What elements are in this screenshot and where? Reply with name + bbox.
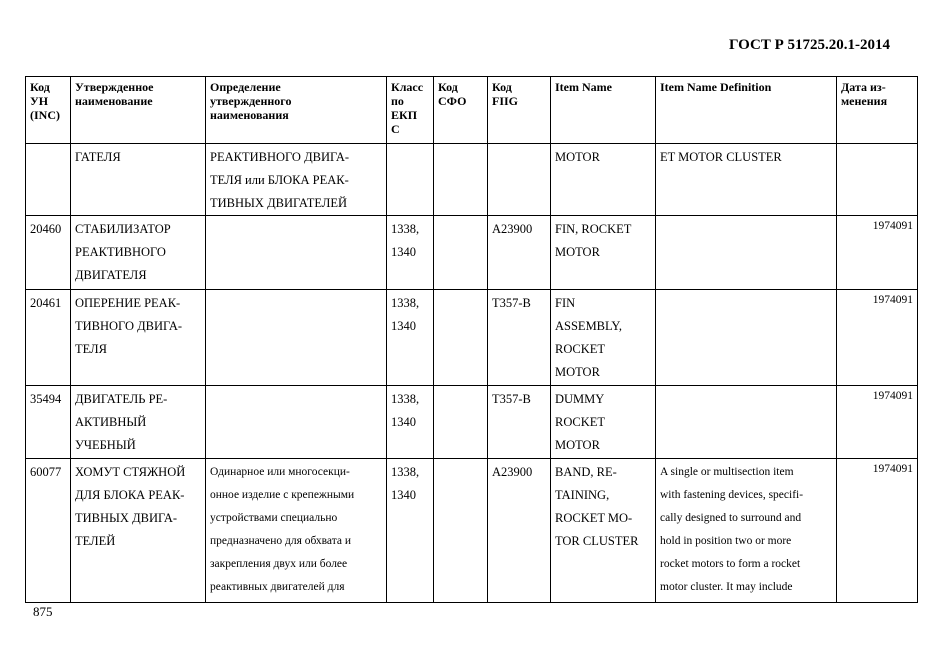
cell-item-name: MOTOR xyxy=(551,144,656,216)
cell-approved-name: ДВИГАТЕЛЬ РЕ- АКТИВНЫЙ УЧЕБНЫЙ xyxy=(71,386,206,459)
cell-inc xyxy=(26,144,71,216)
cell-definition xyxy=(206,216,387,290)
cell-fiig: T357-B xyxy=(488,386,551,459)
cell-class: 1338, 1340 xyxy=(387,216,434,290)
column-header-change-date: Дата из- менения xyxy=(837,77,918,144)
cell-sfo xyxy=(434,386,488,459)
table-row xyxy=(26,459,918,603)
cell-change-date: 1974091 xyxy=(837,216,918,290)
table-row xyxy=(26,144,918,216)
cell-definition xyxy=(206,290,387,386)
cell-item-name-definition xyxy=(656,290,837,386)
cell-inc: 35494 xyxy=(26,386,71,459)
cell-approved-name: ХОМУТ СТЯЖНОЙ ДЛЯ БЛОКА РЕАК- ТИВНЫХ ДВИГА- ТЕЛЕЙ xyxy=(71,459,206,603)
cell-item-name-definition: A single or multisection item with fastening devices, specifi- cally designed to surround and hold in position two or more rocket motors to form a rocket motor cluster. It may include xyxy=(656,459,837,603)
column-header-definition: Определение утвержденного наименования xyxy=(206,77,387,144)
cell-class: 1338, 1340 xyxy=(387,386,434,459)
cell-sfo xyxy=(434,216,488,290)
cell-fiig: A23900 xyxy=(488,216,551,290)
column-header-sfo: Код СФО xyxy=(434,77,488,144)
cell-change-date xyxy=(837,144,918,216)
table-row xyxy=(26,290,918,386)
cell-definition: РЕАКТИВНОГО ДВИГА- ТЕЛЯ или БЛОКА РЕАК- ТИВНЫХ ДВИГАТЕЛЕЙ xyxy=(206,144,387,216)
cell-fiig: A23900 xyxy=(488,459,551,603)
classification-table xyxy=(25,76,918,603)
cell-inc: 60077 xyxy=(26,459,71,603)
page-number: 875 xyxy=(33,604,53,619)
cell-class xyxy=(387,144,434,216)
column-header-fiig: Код FIIG xyxy=(488,77,551,144)
cell-approved-name: СТАБИЛИЗАТОР РЕАКТИВНОГО ДВИГАТЕЛЯ xyxy=(71,216,206,290)
cell-sfo xyxy=(434,144,488,216)
cell-class: 1338, 1340 xyxy=(387,290,434,386)
cell-fiig xyxy=(488,144,551,216)
column-header-inc: Код УН (INC) xyxy=(26,77,71,144)
cell-sfo xyxy=(434,459,488,603)
cell-approved-name: ГАТЕЛЯ xyxy=(71,144,206,216)
cell-item-name: DUMMY ROCKET MOTOR xyxy=(551,386,656,459)
table-header-row xyxy=(26,77,918,144)
cell-approved-name: ОПЕРЕНИЕ РЕАК- ТИВНОГО ДВИГА- ТЕЛЯ xyxy=(71,290,206,386)
cell-sfo xyxy=(434,290,488,386)
cell-item-name: FIN ASSEMBLY, ROCKET MOTOR xyxy=(551,290,656,386)
standard-designation: ГОСТ Р 51725.20.1-2014 xyxy=(728,37,890,53)
cell-item-name-definition xyxy=(656,216,837,290)
cell-item-name: FIN, ROCKET MOTOR xyxy=(551,216,656,290)
cell-item-name-definition: ET MOTOR CLUSTER xyxy=(656,144,837,216)
cell-inc: 20461 xyxy=(26,290,71,386)
cell-class: 1338, 1340 xyxy=(387,459,434,603)
cell-change-date: 1974091 xyxy=(837,386,918,459)
column-header-class: Класс по ЕКП С xyxy=(387,77,434,144)
cell-item-name-definition xyxy=(656,386,837,459)
cell-inc: 20460 xyxy=(26,216,71,290)
column-header-item-name-definition: Item Name Definition xyxy=(656,77,837,144)
cell-change-date: 1974091 xyxy=(837,459,918,603)
table-row xyxy=(26,216,918,290)
cell-item-name: BAND, RE- TAINING, ROCKET MO- TOR CLUSTER xyxy=(551,459,656,603)
cell-fiig: T357-B xyxy=(488,290,551,386)
column-header-approved-name: Утвержденное наименование xyxy=(71,77,206,144)
cell-change-date: 1974091 xyxy=(837,290,918,386)
column-header-item-name: Item Name xyxy=(551,77,656,144)
cell-definition: Одинарное или многосекци- онное изделие с крепежными устройствами специально предназначено для обхвата и закрепления двух или более реактивных двигателей для xyxy=(206,459,387,603)
table-row xyxy=(26,386,918,459)
cell-definition xyxy=(206,386,387,459)
